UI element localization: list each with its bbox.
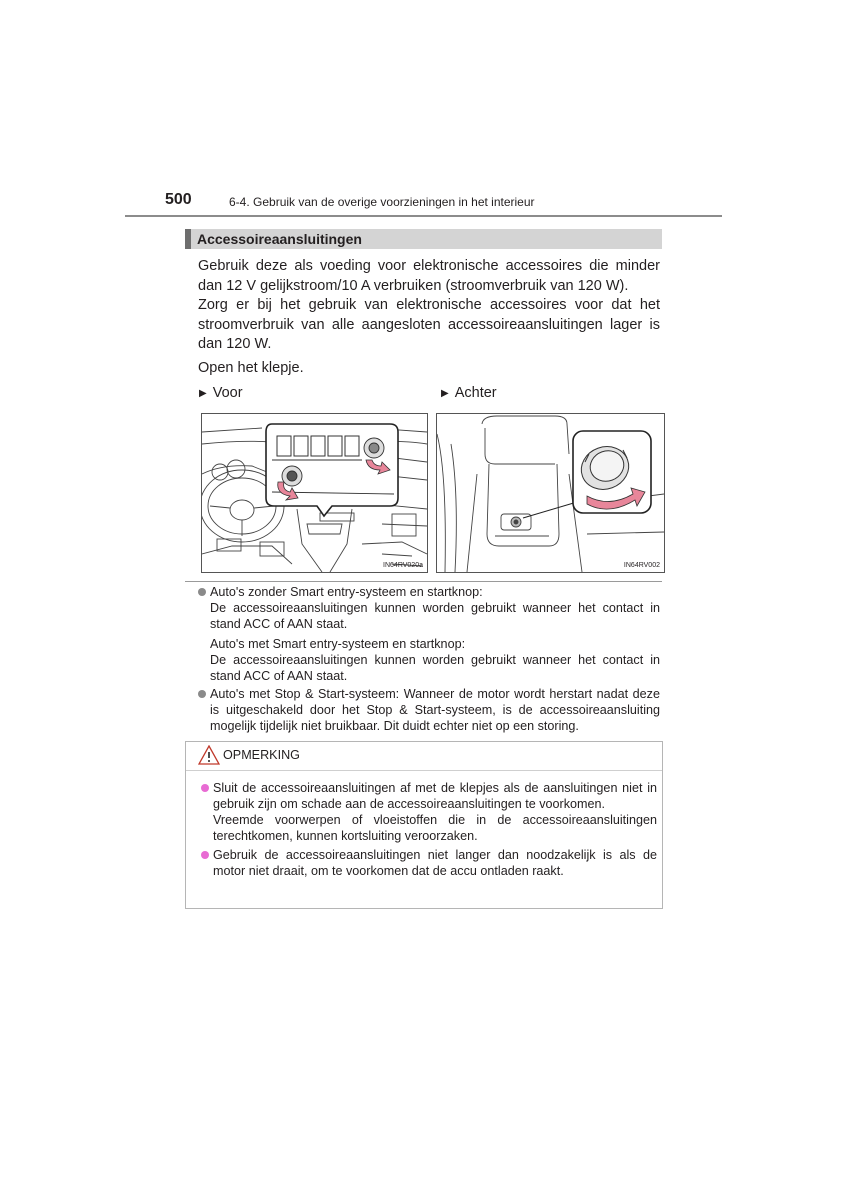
front-label-text: Voor — [212, 385, 243, 401]
triangle-right-icon: ▶ — [199, 388, 207, 399]
caution-body — [201, 780, 657, 882]
note-text: De accessoireaansluitingen kunnen worden gebruikt wanneer het contact in stand ACC of AAN staat. — [210, 601, 660, 631]
instruction: Open het klepje. — [198, 360, 304, 376]
caution-text-2: Vreemde voorwerpen of vloeistoffen die in de accessoireaansluitingen terechtkomen, kunnen kortsluiting veroorzaken. — [213, 813, 657, 843]
note-item — [198, 584, 660, 684]
caution-text: Sluit de accessoireaansluitingen af met de klepjes als de aansluitingen niet in gebruik zijn om schade aan de accessoireaansluitingen te voorkomen. — [213, 781, 657, 811]
intro-text — [198, 257, 660, 355]
rear-illustration — [436, 413, 665, 573]
caution-header — [186, 742, 662, 768]
front-illustration — [201, 413, 428, 573]
intro-paragraph-2: Zorg er bij het gebruik van elektronische accessoires voor dat het stroomverbruik van alle aangesloten accessoireaansluitingen lager is dan 120 W. — [198, 297, 660, 352]
triangle-right-icon: ▶ — [441, 388, 449, 399]
note-heading: Auto's zonder Smart entry-systeem en startknop: — [210, 585, 483, 599]
rear-label-text: Achter — [454, 385, 497, 401]
section-heading — [185, 229, 662, 249]
note-text: Auto's met Stop & Start-systeem: Wanneer de motor wordt herstart nadat deze is uitgeschakeld door het Stop & Start-systeem, is de accessoireaansluiting mogelijk tijdelijk niet bruikbaar. Dit duidt echter niet op een storing. — [210, 687, 660, 733]
rear-label — [441, 385, 497, 401]
chapter-title: 6-4. Gebruik van de overige voorzieningen in het interieur — [229, 195, 535, 209]
caution-text: Gebruik de accessoireaansluitingen niet langer dan noodzakelijk is als de motor niet draait, om te voorkomen dat de accu ontladen raakt. — [213, 848, 657, 878]
note-heading-2: Auto's met Smart entry-systeem en startknop: — [210, 637, 466, 651]
bullet-icon — [201, 851, 209, 859]
notes-rule — [185, 581, 662, 582]
front-label — [199, 385, 243, 401]
section-title: Accessoireaansluitingen — [197, 231, 362, 247]
page-number: 500 — [165, 191, 192, 208]
bullet-icon — [198, 588, 206, 596]
header-rule — [125, 215, 722, 217]
caution-box — [185, 741, 663, 909]
note-item — [198, 686, 660, 734]
caution-label: OPMERKING — [223, 748, 300, 762]
warning-triangle-icon — [198, 745, 220, 765]
intro-paragraph-1: Gebruik deze als voeding voor elektronische accessoires die minder dan 12 V gelijkstroom/10 A verbruiken (stroomverbruik van 120 W). — [198, 258, 660, 294]
caution-item — [201, 847, 657, 879]
rear-console-drawing — [437, 414, 664, 572]
front-figure-code: IN64RV020a — [383, 562, 423, 569]
rear-figure-code: IN64RV002 — [623, 562, 660, 569]
bullet-icon — [201, 784, 209, 792]
caution-item — [201, 780, 657, 844]
caution-rule — [186, 770, 662, 771]
note-text-2: De accessoireaansluitingen kunnen worden gebruikt wanneer het contact in stand ACC of AAN staat. — [210, 653, 660, 683]
bullet-icon — [198, 690, 206, 698]
section-accent — [185, 229, 191, 249]
dashboard-drawing — [202, 414, 427, 572]
notes — [198, 584, 660, 736]
